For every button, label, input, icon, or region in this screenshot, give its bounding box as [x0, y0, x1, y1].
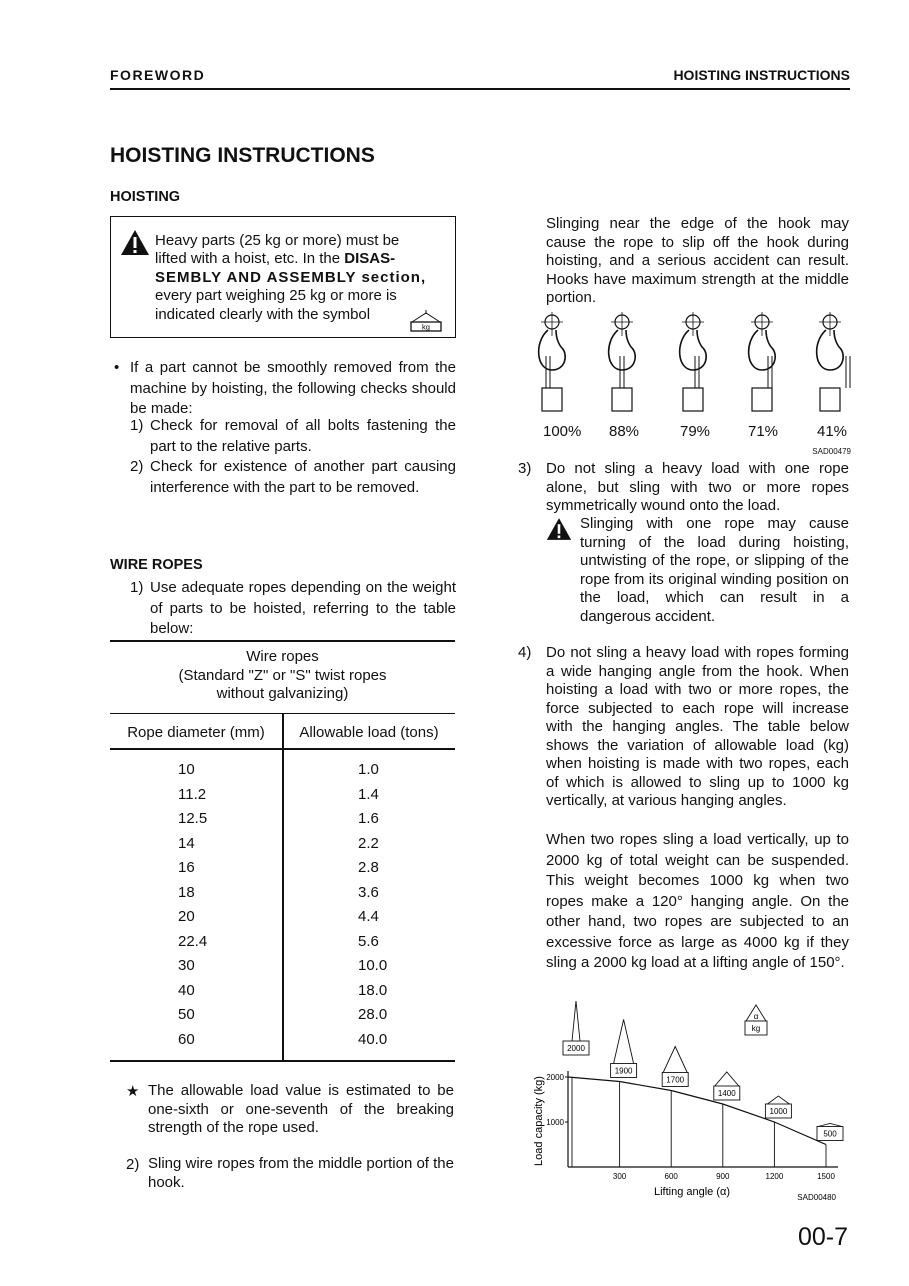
hook-fig-code: SAD00479 — [812, 447, 851, 456]
table-cell-load: 10.0 — [358, 957, 388, 974]
hook-percent-label: 79% — [680, 423, 711, 440]
chart-box-label: 1700 — [666, 1075, 685, 1085]
hook-diagrams — [530, 312, 852, 422]
table-col1-header: Rope diameter (mm) — [127, 724, 265, 741]
table-cell-load: 40.0 — [358, 1030, 388, 1048]
warning-line-3: SEMBLY AND ASSEMBLY section, — [155, 268, 427, 286]
table-cell-diameter: 30 — [178, 957, 195, 974]
hook-diagram — [749, 312, 776, 411]
hook-percent-label: 100% — [543, 423, 582, 440]
chart-box-label: 1000 — [769, 1107, 788, 1116]
table-cell-diameter: 60 — [178, 1030, 195, 1048]
header-section-label: FOREWORD — [110, 67, 206, 83]
allowable-load-note: The allowable load value is estimated to be one-sixth or one-seventh of the breaking strength of the rope used. — [148, 1082, 454, 1136]
chart-x-tick-label: 600 — [664, 1172, 678, 1181]
chart-x-tick-label: 300 — [612, 1172, 627, 1181]
hoist-symbol-label: kg — [422, 322, 430, 332]
table-cell-load: 4.4 — [358, 908, 379, 925]
warning-icon — [120, 229, 150, 256]
table-cell-load: 5.6 — [358, 932, 379, 950]
hook-diagram — [609, 312, 636, 411]
table-cell-load: 3.6 — [358, 883, 379, 901]
header-chapter-label: HOISTING INSTRUCTIONS — [673, 67, 850, 83]
kg-label: kg — [751, 1024, 761, 1033]
table-cell-diameter: 18 — [178, 883, 195, 901]
hook-diagram — [817, 312, 850, 411]
check-1-text: Check for removal of all bolts fastening the part to the relative parts. — [150, 417, 456, 455]
table-caption-line-2: (Standard "Z" or "S" twist ropes — [178, 666, 387, 684]
chart-box-label: 500 — [823, 1129, 837, 1139]
chart-sling — [614, 1020, 634, 1064]
table-cell-load: 1.0 — [358, 761, 379, 778]
chart-box-label: 2000 — [567, 1044, 585, 1053]
hook-diagram — [680, 312, 707, 411]
warning-line-2-bold: DISAS- — [344, 250, 396, 268]
page-number: 00-7 — [797, 1223, 848, 1251]
table-cell-load: 28.0 — [358, 1006, 388, 1023]
warning-line-2-text: lifted with a hoist, etc. In the — [155, 250, 345, 268]
chart-y-label: Load capacity (kg) — [533, 1076, 545, 1166]
chart-x-tick-label: 1200 — [765, 1172, 784, 1181]
wire-item-1-number: 1) — [130, 579, 144, 596]
table-caption — [110, 648, 455, 704]
check-2-text: Check for existence of another part causing interference with the part to be removed. — [150, 458, 456, 496]
table-cell-diameter: 14 — [178, 834, 195, 852]
item-4-text: Do not sling a heavy load with ropes forming a wide hanging angle from the hook. When hoisting a load with two or more ropes, the force subjected to each rope will increase with the hanging angles. The table below shows the variation of allowable load (kg) when hoisting is made with two ropes, each of which is allowed to sling up to 1000 kg vertically, at various hanging angles. — [546, 644, 849, 809]
chart-sling — [663, 1047, 687, 1073]
warning-line-2 — [155, 250, 440, 268]
wire-ropes-heading: WIRE ROPES — [110, 557, 203, 573]
load-capacity-chart — [526, 995, 852, 1210]
table-cell-diameter: 16 — [178, 859, 195, 876]
table-cell-load: 18.0 — [358, 981, 388, 999]
warning-line-4: every part weighing 25 kg or more is — [155, 287, 397, 305]
chart-sling — [767, 1096, 789, 1104]
table-cell-load: 2.8 — [358, 859, 379, 876]
table-bottom-rule — [110, 1060, 455, 1062]
hoisting-heading: HOISTING — [110, 189, 181, 205]
table-cell-diameter: 20 — [178, 908, 195, 925]
item-3-warning-text: Slinging with one rope may cause turning of the load during hoisting, untwisting of the rope, or slipping of the rope from its original winding position on the load, which can result in a dangerous accident. — [580, 515, 849, 625]
warning-line-1: Heavy parts (25 kg or more) must be — [155, 232, 400, 249]
chart-x-label: Lifting angle (α) — [653, 1186, 731, 1198]
item-3-number: 3) — [518, 460, 532, 477]
table-column-divider — [282, 713, 284, 1061]
chart-box-label: 1400 — [717, 1089, 736, 1098]
table-cell-load: 2.2 — [358, 834, 379, 852]
item-4-number: 4) — [518, 644, 532, 661]
chart-x-tick-label: 900 — [716, 1172, 730, 1181]
table-cell-diameter: 22.4 — [178, 932, 208, 950]
chart-box-label: 1900 — [614, 1066, 633, 1076]
warning-line-5: indicated clearly with the symbol — [155, 305, 371, 323]
hook-diagram — [539, 312, 566, 411]
chart-x-tick-label: 1500 — [817, 1172, 835, 1181]
check-1-number: 1) — [130, 417, 144, 434]
table-cell-diameter: 10 — [178, 761, 195, 778]
bullet-text: If a part cannot be smoothly removed from the machine by hoisting, the following checks should be made: — [130, 359, 456, 417]
chart-sling — [715, 1072, 739, 1086]
item-4-text-2: When two ropes sling a load vertically, up to 2000 kg of total weight can be suspended. This weight becomes 1000 kg when two ropes make a 120° hanging angle. On the other hand, two ropes are subjected to an excessive force as large as 4000 kg if they sling a 2000 kg load at a lifting angle of 150°. — [546, 831, 849, 971]
hook-percent-label: 88% — [609, 423, 640, 440]
item-3-text: Do not sling a heavy load with one rope alone, but sling with two or more ropes symmetrically wound onto the load. — [546, 460, 849, 514]
wire-item-2-text: Sling wire ropes from the middle portion of the hook. — [148, 1155, 454, 1191]
warning-text — [155, 232, 440, 324]
table-col2-header: Allowable load (tons) — [299, 724, 439, 741]
page-title: HOISTING INSTRUCTIONS — [110, 144, 375, 167]
wire-item-2-number: 2) — [126, 1156, 140, 1173]
check-2-number: 2) — [130, 458, 144, 475]
hook-percent-label: 71% — [748, 423, 779, 440]
hoist-symbol-icon — [408, 310, 444, 332]
hook-intro-text: Slinging near the edge of the hook may cause the rope to slip off the hook during hoisting, and a serious accident can result. Hooks have maximum strength at the middle portion. — [546, 215, 849, 306]
table-cell-load: 1.6 — [358, 810, 379, 827]
bullet-dot: • — [114, 359, 120, 376]
table-caption-line-1: Wire ropes — [246, 648, 319, 665]
warning-icon-2 — [546, 517, 572, 541]
table-cell-load: 1.4 — [358, 785, 379, 803]
alpha-label: α — [753, 1012, 759, 1021]
chart-y-tick-label: 2000 — [546, 1073, 564, 1082]
table-cell-diameter: 12.5 — [178, 810, 208, 827]
chart-fig-code: SAD00480 — [797, 1193, 836, 1202]
table-caption-line-3: without galvanizing) — [216, 685, 349, 702]
table-cell-diameter: 40 — [178, 981, 195, 999]
wire-item-1-text: Use adequate ropes depending on the weight of parts to be hoisted, referring to the table below: — [150, 579, 456, 637]
header-rule — [110, 88, 850, 90]
table-cell-diameter: 50 — [178, 1006, 195, 1023]
table-cell-diameter: 11.2 — [178, 785, 207, 803]
chart-y-tick-label: 1000 — [546, 1118, 564, 1127]
chart-sling — [572, 1001, 580, 1041]
star-icon: ★ — [126, 1083, 140, 1100]
hook-percent-label: 41% — [817, 423, 848, 440]
table-top-rule — [110, 640, 455, 642]
